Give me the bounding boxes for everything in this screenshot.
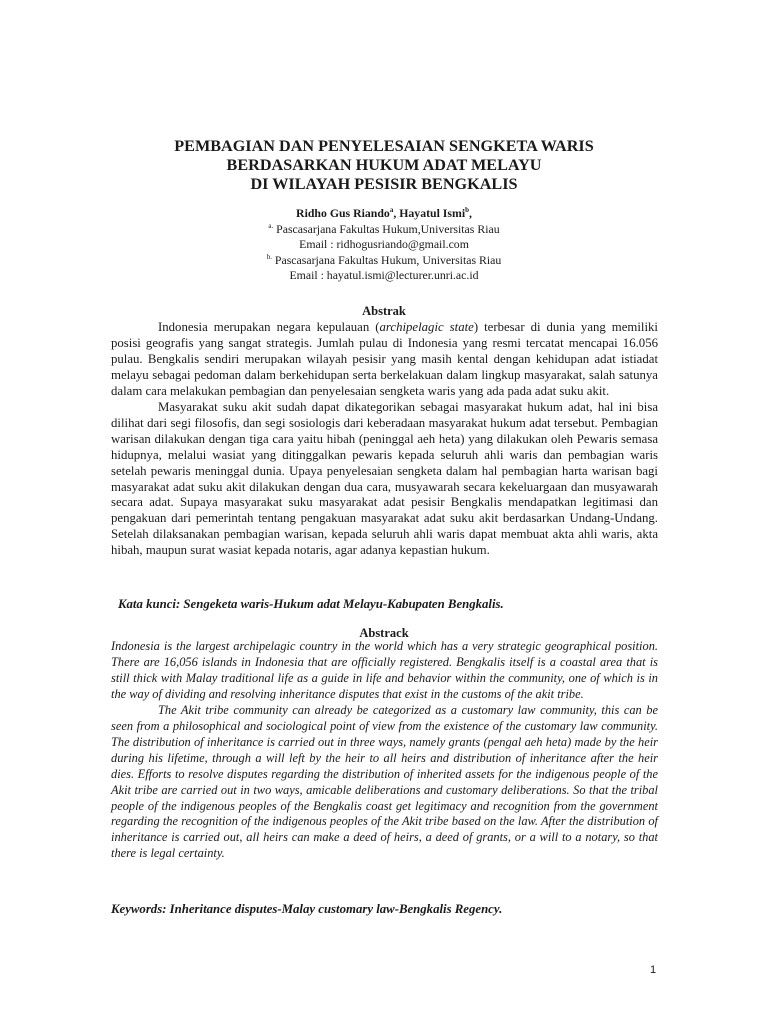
title-line-2: BERDASARKAN HUKUM ADAT MELAYU: [226, 156, 542, 174]
author-names: [100, 206, 668, 222]
abstrak-p1-italic: archipelagic state: [379, 320, 474, 334]
title-line-3: DI WILAYAH PESISIR BENGKALIS: [250, 175, 518, 193]
abstract-en-heading: Abstrack: [359, 626, 409, 640]
abstrak-heading: Abstrak: [362, 304, 406, 318]
abstract-en-paragraph-2: The Akit tribe community can already be categorized as a customary law community, this can be seen from a philosophical and sociological point of view from the existence of the customary law community. The distribution of inheritance is carried out in three ways, namely grants (pengal aeh heta) made by the heir during his lifetime, through a will left by the heir to all heirs and distribution of inheritance after the heir dies. Efforts to resolve disputes regarding the distribution of inherited assets for the indigenous people of the Akit tribe are carried out in two ways, amicable deliberations and customary deliberations. So that the tribal people of the indigenous peoples of the Bengkalis coast get legitimacy and recognition from the government regarding the recognition of the indigenous peoples of the Akit tribe based on the law. After the distribution of inheritance is carried out, all heirs can make a deed of heirs, a deed of grants, or a will to a notary, so that there is legal certainty.: [111, 702, 658, 861]
abstract-en-paragraph-1: Indonesia is the largest archipelagic country in the world which has a very strategic geographical position. There are 16,056 islands in Indonesia that are officially registered. Bengkalis itself is a coastal area that is still thick with Malay traditional life as a guide in life and behavior within the community, one of which is in the way of dividing and resolving inheritance disputes that exist in the customs of the akit tribe.: [111, 639, 658, 701]
keywords-label: Keywords: [111, 902, 163, 916]
kata-kunci: Kata kunci: Sengeketa waris-Hukum adat Melayu-Kabupaten Bengkalis.: [118, 597, 504, 611]
title-line-1: PEMBAGIAN DAN PENYELESAIAN SENGKETA WARIS: [174, 137, 594, 155]
email-b: Email : hayatul.ismi@lecturer.unri.ac.id: [289, 268, 479, 283]
abstrak-paragraph-1: [111, 320, 658, 400]
affiliation-a-text: Pascasarjana Fakultas Hukum,Universitas Riau: [276, 221, 500, 236]
affiliation-b-mark: b.: [266, 252, 272, 261]
author-2-sup: b: [465, 206, 469, 215]
author-separator: ,: [393, 206, 400, 220]
affiliation-b-text: Pascasarjana Fakultas Hukum, Universitas Riau: [274, 252, 502, 267]
keywords-text: : Inheritance disputes-Malay customary law-Bengkalis Regency.: [162, 902, 503, 916]
affiliation-a: [100, 222, 668, 238]
author-trailing: ,: [469, 206, 472, 220]
email-a: Email : ridhogusriando@gmail.com: [299, 237, 469, 252]
abstract-en-body: [111, 639, 658, 862]
abstrak-p1-end: ) terbesar di dunia yang memiliki posisi geografis yang sangat strategis. Jumlah pulau di Indonesia yang resmi tercatat mencapai 16.056 pulau. Bengkalis sendiri merupakan wilayah pesisir yang masih kental dengan kehidupan adat istiadat melayu sebagai pedoman dalam berkehidupan serta berkelakuan dalam lingkup masyarakat, salah satunya dalam cara melakukan pembagian dan penyelesaian sengketa waris yang ada pada adat suku akit.: [111, 320, 658, 398]
keywords-en: [111, 902, 502, 917]
abstrak-paragraph-2: Masyarakat suku akit sudah dapat dikategorikan sebagai masyarakat hukum adat, hal ini bisa dilihat dari segi filosofis, dan segi sosiologis dari keberadaan masyarakat hukum adat tersebut. Pembagian warisan dilakukan dengan tiga cara yaitu hibah (peninggal aeh heta) yang dilakukan oleh Pewaris semasa hidupnya, melalui wasiat yang ditinggalkan pewaris kepada seluruh ahli waris dan pembagian waris setelah pewaris meninggal dunia. Upaya penyelesaian sengketa dalam hal pembagian harta warisan bagi masyarakat adat suku akit dilakukan dengan dua cara, musyawarah secara kekeluargaan dan musyawarah secara adat. Supaya masyarakat suku masyarakat adat pesisir Bengkalis mendapatkan legitimasi dan pengakuan dari pemerintah tentang pengakuan masyarakat adat suku akit berdasarkan Undang-Undang. Setelah dilaksanakan pembagian warisan, kepada seluruh ahli waris dapat membuat akta ahli waris, akta hibah, maupun surat wasiat kepada notaris, agar adanya kepastian hukum.: [111, 399, 658, 558]
author-2: Hayatul Ismi: [399, 206, 466, 220]
author-1: Ridho Gus Riando: [296, 206, 390, 220]
abstrak-p1-start: Indonesia merupakan negara kepulauan (: [158, 320, 380, 334]
author-block: [100, 206, 668, 284]
page-number: 1: [650, 964, 657, 976]
paper-title: [100, 137, 668, 194]
author-1-sup: a: [389, 206, 394, 215]
affiliation-b: [100, 253, 668, 269]
abstrak-body: [111, 320, 658, 559]
affiliation-a-mark: a.: [268, 221, 274, 230]
